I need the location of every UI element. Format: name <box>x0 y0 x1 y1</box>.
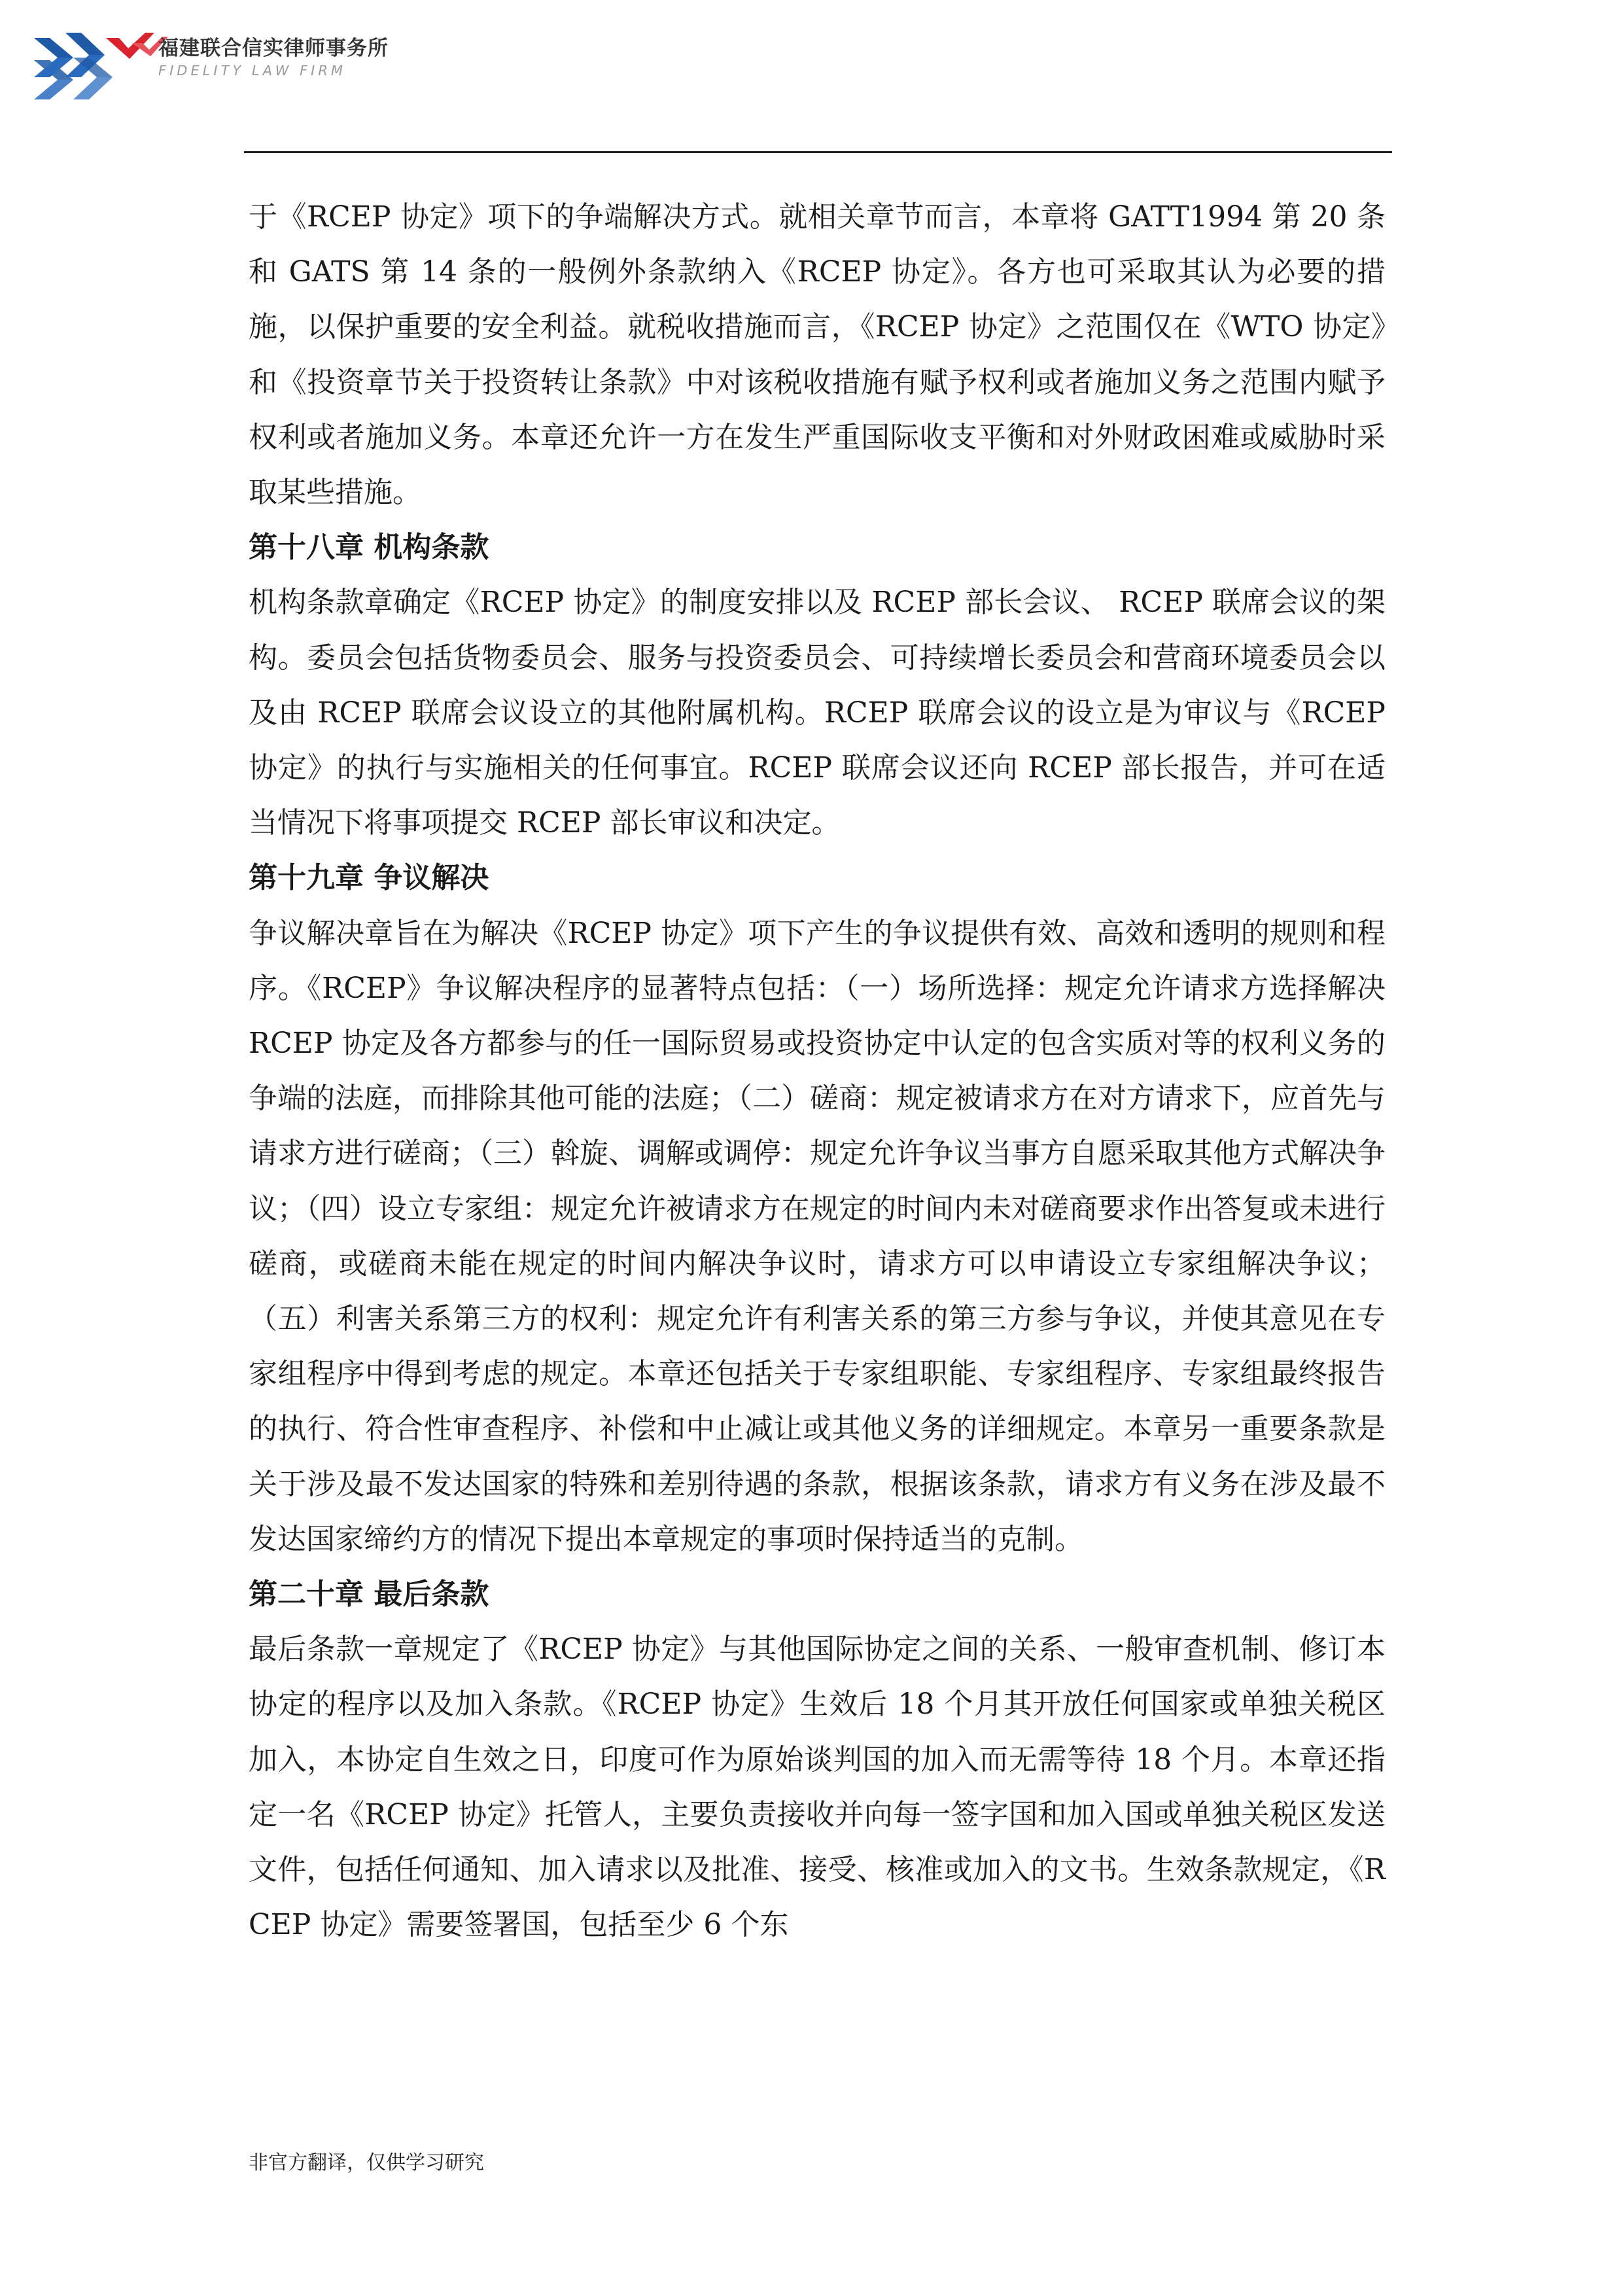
heading-chapter-19: 第十九章 争议解决 <box>249 861 489 895</box>
paragraph-chapter-17-continued: 于《RCEP 协定》项下的争端解决方式。就相关章节而言，本章将 GATT1994 第 20 条和 GATS 第 14 条的一般例外条款纳入《RCEP 协定》。各方也可采取其认为必要的措施，以保护重要的安全利益。就税收措施而言，《RCEP 协定》之范围仅在《WTO 协定》和《投资章节关于投资转让条款》中对该税收措施有赋予权利或者施加义务之范围内赋予权利或者施加义务。本章还允许一方在发生严重国际收支平衡和对外财政困难或威胁时采取某些措施。 <box>249 200 1386 510</box>
header-divider <box>244 151 1392 153</box>
footer-disclaimer: 非官方翻译，仅供学习研究 <box>249 2151 484 2174</box>
paragraph-chapter-19: 争议解决章旨在为解决《RCEP 协定》项下产生的争议提供有效、高效和透明的规则和程序。《RCEP》争议解决程序的显著特点包括：（一）场所选择：规定允许请求方选择解决 RCEP 协定及各方都参与的任一国际贸易或投资协定中认定的包含实质对等的权利义务的争端的法庭，而排除其他可能的法庭；（二）磋商：规定被请求方在对方请求下，应首先与请求方进行磋商；（三）斡旋、调解或调停：规定允许争议当事方自愿采取其他方式解决争议；（四）设立专家组：规定允许被请求方在规定的时间内未对磋商要求作出答复或未进行磋商，或磋商未能在规定的时间内解决争议时，请求方可以申请设立专家组解决争议；（五）利害关系第三方的权利：规定允许有利害关系的第三方参与争议，并使其意见在专家组程序中得到考虑的规定。本章还包括关于专家组职能、专家组程序、专家组最终报告的执行、符合性审查程序、补偿和中止减让或其他义务的详细规定。本章另一重要条款是关于涉及最不发达国家的特殊和差别待遇的条款，根据该条款，请求方有义务在涉及最不发达国家缔约方的情况下提出本章规定的事项时保持适当的克制。 <box>249 916 1386 1556</box>
firm-name-english: FIDELITY LAW FIRM <box>158 63 347 79</box>
paragraph-chapter-18: 机构条款章确定《RCEP 协定》的制度安排以及 RCEP 部长会议、 RCEP 联席会议的架构。委员会包括货物委员会、服务与投资委员会、可持续增长委员会和营商环境委员会以及由 RCEP 联席会议设立的其他附属机构。RCEP 联席会议的设立是为审议与《RCEP 协定》的执行与实施相关的任何事宜。RCEP 联席会议还向 RCEP 部长报告，并可在适当情况下将事项提交 RCEP 部长审议和决定。 <box>249 586 1386 840</box>
document-body <box>249 190 1386 1953</box>
page-header <box>34 26 440 105</box>
heading-chapter-20: 第二十章 最后条款 <box>249 1578 489 1612</box>
heading-chapter-18: 第十八章 机构条款 <box>249 531 489 565</box>
firm-logo-icon <box>34 26 168 105</box>
paragraph-chapter-20: 最后条款一章规定了《RCEP 协定》与其他国际协定之间的关系、一般审查机制、修订本协定的程序以及加入条款。《RCEP 协定》生效后 18 个月其开放任何国家或单独关税区加入，本协定自生效之日，印度可作为原始谈判国的加入而无需等待 18 个月。本章还指定一名《RCEP 协定》托管人，主要负责接收并向每一签字国和加入国或单独关税区发送文件，包括任何通知、加入请求以及批准、接受、核准或加入的文书。生效条款规定，《RCEP 协定》需要签署国，包括至少 6 个东 <box>249 1633 1386 1942</box>
firm-name-chinese: 福建联合信实律师事务所 <box>158 37 389 60</box>
